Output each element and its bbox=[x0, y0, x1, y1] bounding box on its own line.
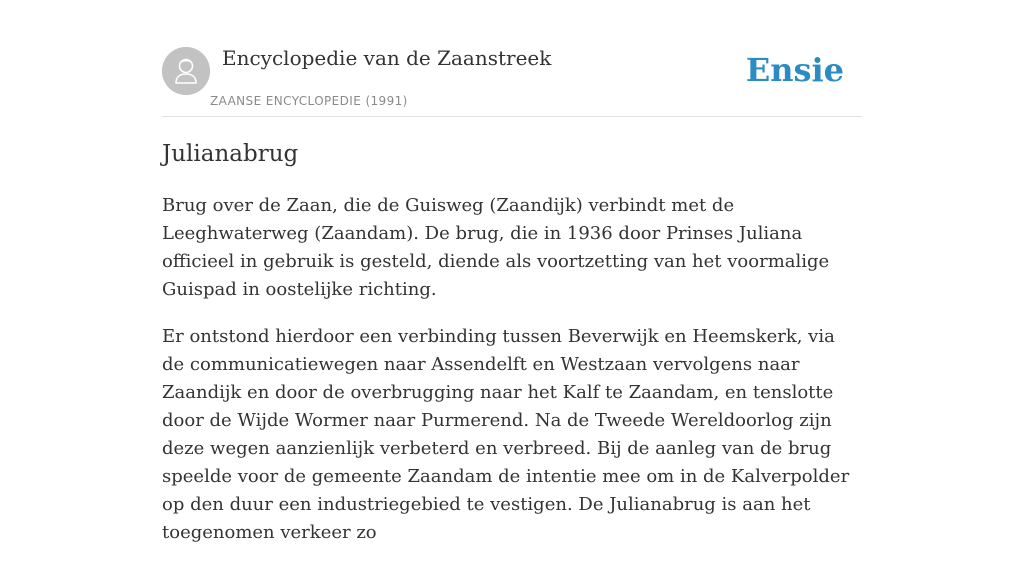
source-subtitle: ZAANSE ENCYCLOPEDIE (1991) bbox=[210, 94, 408, 108]
article-paragraph: Brug over de Zaan, die de Guisweg (Zaandijk) verbindt met de Leeghwaterweg (Zaandam). De brug, die in 1936 door Prinses Juliana officieel in gebruik is gesteld, diende als voortzetting van het voormalige Guispad in oostelijke richting. bbox=[162, 195, 830, 300]
user-icon bbox=[162, 47, 210, 95]
article-paragraph: Er ontstond hierdoor een verbinding tussen Beverwijk en Heemskerk, via de communicatiewegen naar Assendelft en Westzaan vervolgens naar Zaandijk en door de overbrugging naar het Kalf te Zaandam, en tenslotte door de Wijde Wormer naar Purmerend. Na de Tweede Wereldoorlog zijn deze wegen aanzienlijk verbeterd en verbreed. Bij de aanleg van de brug speelde voor de gemeente Zaandam de intentie mee om in de Kalverpolder op den duur een industriegebied te vestigen. De Julianabrug is aan het toegenomen verkeer zo bbox=[162, 326, 850, 543]
brand-logo[interactable]: Ensie bbox=[745, 51, 844, 89]
article-title: Julianabrug bbox=[162, 141, 299, 167]
avatar[interactable] bbox=[162, 47, 210, 95]
article-body bbox=[162, 192, 852, 566]
source-title[interactable]: Encyclopedie van de Zaanstreek bbox=[222, 46, 552, 70]
source-header bbox=[162, 46, 862, 117]
